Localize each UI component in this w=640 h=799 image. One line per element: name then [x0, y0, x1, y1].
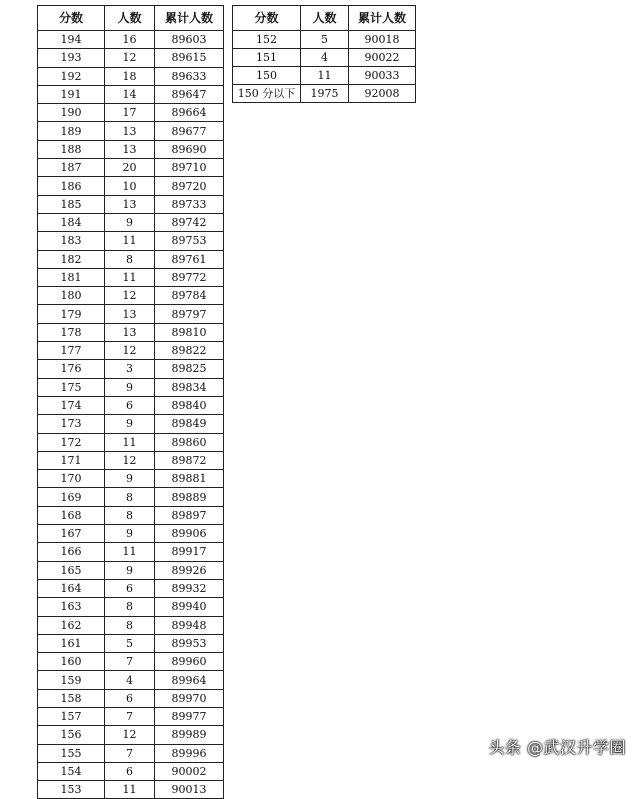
cell-score: 170 — [38, 470, 105, 488]
cell-cumulative: 89664 — [155, 104, 224, 122]
cell-count: 9 — [105, 561, 155, 579]
cell-score: 175 — [38, 378, 105, 396]
cell-score: 185 — [38, 195, 105, 213]
table-row — [38, 506, 224, 524]
cell-cumulative: 89989 — [155, 726, 224, 744]
cell-count: 5 — [105, 634, 155, 652]
table-row — [38, 159, 224, 177]
cell-cumulative: 89977 — [155, 707, 224, 725]
cell-score: 182 — [38, 250, 105, 268]
cell-cumulative: 89964 — [155, 671, 224, 689]
cell-score: 163 — [38, 598, 105, 616]
table-row — [38, 213, 224, 231]
cell-cumulative: 89733 — [155, 195, 224, 213]
cell-score: 181 — [38, 268, 105, 286]
cell-count: 5 — [301, 31, 349, 49]
table-row — [38, 543, 224, 561]
cell-cumulative: 89753 — [155, 232, 224, 250]
cell-count: 7 — [105, 744, 155, 762]
cell-cumulative: 89761 — [155, 250, 224, 268]
score-table-left — [37, 5, 224, 799]
cell-score: 164 — [38, 579, 105, 597]
table-row — [38, 67, 224, 85]
cell-count: 12 — [105, 49, 155, 67]
table-row — [38, 305, 224, 323]
cell-cumulative: 89647 — [155, 85, 224, 103]
cell-count: 11 — [105, 781, 155, 799]
cell-score: 161 — [38, 634, 105, 652]
cell-cumulative: 89996 — [155, 744, 224, 762]
cell-count: 1975 — [301, 85, 349, 103]
cell-count: 9 — [105, 525, 155, 543]
table-row — [38, 653, 224, 671]
cell-count: 7 — [105, 707, 155, 725]
table-row — [233, 85, 416, 103]
cell-score: 151 — [233, 49, 301, 67]
score-table-right — [232, 5, 416, 103]
table-row — [38, 232, 224, 250]
cell-count: 17 — [105, 104, 155, 122]
table-row — [38, 707, 224, 725]
cell-score: 189 — [38, 122, 105, 140]
table-row — [38, 378, 224, 396]
cell-score: 180 — [38, 287, 105, 305]
cell-cumulative: 89970 — [155, 689, 224, 707]
cell-count: 6 — [105, 689, 155, 707]
table-row — [38, 140, 224, 158]
table-row — [233, 67, 416, 85]
cell-score: 159 — [38, 671, 105, 689]
cell-cumulative: 89897 — [155, 506, 224, 524]
table-row — [38, 177, 224, 195]
cell-count: 6 — [105, 396, 155, 414]
cell-count: 11 — [301, 67, 349, 85]
cell-cumulative: 89690 — [155, 140, 224, 158]
cell-count: 12 — [105, 726, 155, 744]
cell-cumulative: 89677 — [155, 122, 224, 140]
cell-count: 9 — [105, 378, 155, 396]
cell-score: 162 — [38, 616, 105, 634]
table-row — [233, 31, 416, 49]
cell-score: 169 — [38, 488, 105, 506]
table-row — [38, 598, 224, 616]
table-row — [38, 689, 224, 707]
cell-cumulative: 89948 — [155, 616, 224, 634]
table-row — [38, 250, 224, 268]
cell-count: 16 — [105, 31, 155, 49]
table-row — [38, 195, 224, 213]
cell-score: 168 — [38, 506, 105, 524]
table-row — [38, 561, 224, 579]
cell-count: 9 — [105, 470, 155, 488]
cell-score: 194 — [38, 31, 105, 49]
header-score: 分数 — [38, 6, 105, 31]
cell-score: 156 — [38, 726, 105, 744]
cell-score: 154 — [38, 762, 105, 780]
cell-count: 8 — [105, 616, 155, 634]
cell-cumulative: 89810 — [155, 323, 224, 341]
cell-cumulative: 89772 — [155, 268, 224, 286]
table-row — [38, 104, 224, 122]
table-row — [38, 671, 224, 689]
cell-cumulative: 89953 — [155, 634, 224, 652]
cell-cumulative: 89881 — [155, 470, 224, 488]
watermark: 头条 @武汉升学圈 — [488, 738, 626, 757]
cell-count: 10 — [105, 177, 155, 195]
cell-cumulative: 89784 — [155, 287, 224, 305]
cell-cumulative: 89720 — [155, 177, 224, 195]
cell-count: 8 — [105, 250, 155, 268]
table-row — [38, 342, 224, 360]
cell-cumulative: 89906 — [155, 525, 224, 543]
header-row — [233, 6, 416, 31]
cell-count: 13 — [105, 323, 155, 341]
table-row — [38, 415, 224, 433]
cell-count: 11 — [105, 232, 155, 250]
cell-count: 9 — [105, 415, 155, 433]
cell-cumulative: 89603 — [155, 31, 224, 49]
table-row — [38, 451, 224, 469]
cell-cumulative: 89615 — [155, 49, 224, 67]
cell-score: 188 — [38, 140, 105, 158]
cell-count: 12 — [105, 342, 155, 360]
table-row — [38, 470, 224, 488]
cell-cumulative: 89797 — [155, 305, 224, 323]
cell-count: 13 — [105, 195, 155, 213]
cell-count: 12 — [105, 287, 155, 305]
cell-score: 193 — [38, 49, 105, 67]
header-row — [38, 6, 224, 31]
cell-count: 11 — [105, 268, 155, 286]
cell-score: 160 — [38, 653, 105, 671]
cell-score: 158 — [38, 689, 105, 707]
cell-count: 14 — [105, 85, 155, 103]
header-cumulative: 累计人数 — [349, 6, 416, 31]
cell-cumulative: 89633 — [155, 67, 224, 85]
cell-score: 172 — [38, 433, 105, 451]
table-row — [38, 781, 224, 799]
cell-score: 150 分以下 — [233, 85, 301, 103]
cell-count: 18 — [105, 67, 155, 85]
cell-score: 177 — [38, 342, 105, 360]
table-row — [38, 579, 224, 597]
cell-cumulative: 89742 — [155, 213, 224, 231]
table-row — [38, 49, 224, 67]
table-row — [233, 49, 416, 67]
cell-count: 8 — [105, 506, 155, 524]
cell-cumulative: 89940 — [155, 598, 224, 616]
cell-count: 9 — [105, 213, 155, 231]
cell-count: 4 — [301, 49, 349, 67]
cell-count: 8 — [105, 598, 155, 616]
cell-count: 13 — [105, 122, 155, 140]
table-row — [38, 85, 224, 103]
cell-score: 167 — [38, 525, 105, 543]
cell-score: 165 — [38, 561, 105, 579]
cell-count: 11 — [105, 543, 155, 561]
table-row — [38, 433, 224, 451]
table-row — [38, 268, 224, 286]
cell-score: 178 — [38, 323, 105, 341]
cell-cumulative: 89849 — [155, 415, 224, 433]
cell-cumulative: 89917 — [155, 543, 224, 561]
cell-cumulative: 89834 — [155, 378, 224, 396]
cell-score: 179 — [38, 305, 105, 323]
cell-cumulative: 90018 — [349, 31, 416, 49]
cell-count: 20 — [105, 159, 155, 177]
cell-cumulative: 89710 — [155, 159, 224, 177]
table-row — [38, 323, 224, 341]
cell-count: 4 — [105, 671, 155, 689]
cell-count: 13 — [105, 140, 155, 158]
cell-cumulative: 89889 — [155, 488, 224, 506]
table-row — [38, 762, 224, 780]
cell-score: 150 — [233, 67, 301, 85]
cell-cumulative: 92008 — [349, 85, 416, 103]
cell-count: 3 — [105, 360, 155, 378]
table-row — [38, 525, 224, 543]
cell-cumulative: 89825 — [155, 360, 224, 378]
cell-score: 183 — [38, 232, 105, 250]
cell-cumulative: 89822 — [155, 342, 224, 360]
table-row — [38, 360, 224, 378]
cell-count: 12 — [105, 451, 155, 469]
cell-count: 6 — [105, 579, 155, 597]
cell-score: 166 — [38, 543, 105, 561]
table-row — [38, 287, 224, 305]
cell-count: 11 — [105, 433, 155, 451]
cell-score: 157 — [38, 707, 105, 725]
table-row — [38, 744, 224, 762]
cell-score: 186 — [38, 177, 105, 195]
cell-score: 191 — [38, 85, 105, 103]
cell-cumulative: 90013 — [155, 781, 224, 799]
cell-count: 6 — [105, 762, 155, 780]
cell-cumulative: 89840 — [155, 396, 224, 414]
cell-score: 173 — [38, 415, 105, 433]
cell-score: 174 — [38, 396, 105, 414]
cell-cumulative: 89860 — [155, 433, 224, 451]
cell-score: 192 — [38, 67, 105, 85]
table-row — [38, 634, 224, 652]
cell-score: 153 — [38, 781, 105, 799]
cell-cumulative: 89872 — [155, 451, 224, 469]
cell-cumulative: 89926 — [155, 561, 224, 579]
header-count: 人数 — [105, 6, 155, 31]
cell-count: 8 — [105, 488, 155, 506]
header-count: 人数 — [301, 6, 349, 31]
cell-cumulative: 90033 — [349, 67, 416, 85]
cell-cumulative: 89960 — [155, 653, 224, 671]
table-row — [38, 396, 224, 414]
table-row — [38, 122, 224, 140]
cell-score: 171 — [38, 451, 105, 469]
cell-cumulative: 90022 — [349, 49, 416, 67]
cell-score: 155 — [38, 744, 105, 762]
cell-score: 187 — [38, 159, 105, 177]
table-row — [38, 31, 224, 49]
cell-count: 7 — [105, 653, 155, 671]
cell-score: 190 — [38, 104, 105, 122]
table-row — [38, 616, 224, 634]
cell-cumulative: 90002 — [155, 762, 224, 780]
cell-score: 152 — [233, 31, 301, 49]
cell-count: 13 — [105, 305, 155, 323]
cell-score: 184 — [38, 213, 105, 231]
header-score: 分数 — [233, 6, 301, 31]
cell-score: 176 — [38, 360, 105, 378]
table-row — [38, 488, 224, 506]
cell-cumulative: 89932 — [155, 579, 224, 597]
header-cumulative: 累计人数 — [155, 6, 224, 31]
table-row — [38, 726, 224, 744]
